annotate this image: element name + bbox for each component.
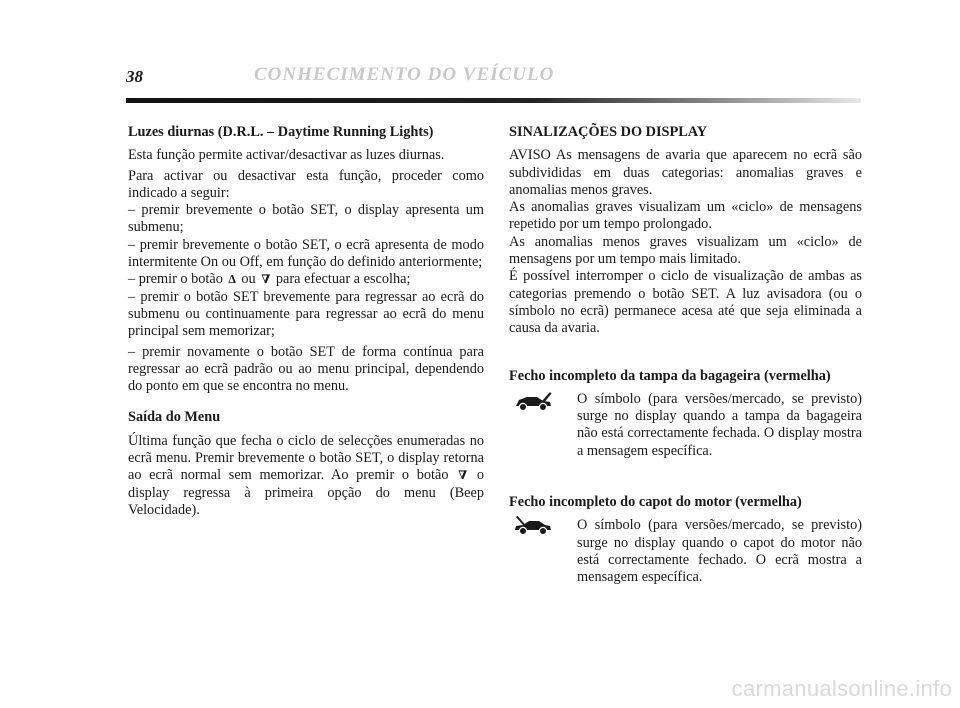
exit-text-post: o display regressa à primeira opção do menu (Beep Velocidade). bbox=[128, 467, 484, 518]
header-rule bbox=[126, 98, 861, 103]
step3-post: para efectuar a escolha; bbox=[275, 271, 411, 288]
down-triangle-icon: ∇ bbox=[261, 272, 271, 287]
trunk-warning-title: Fecho incompleto da tampa da bagageira (vermelha) bbox=[509, 367, 831, 384]
left-column bbox=[128, 124, 484, 519]
hood-warning-text: O símbolo (para versões/mercado, se previsto) surge no display quando o capot do motor não está correctamente fechado. O ecrã mostra a mensagem específica. bbox=[577, 517, 862, 586]
drl-intro-2: Para activar ou desactivar esta função, proceder como indicado a seguir: bbox=[128, 167, 484, 201]
drl-heading: Luzes diurnas (D.R.L. – Daytime Running Lights) bbox=[128, 124, 434, 140]
page-number: 38 bbox=[126, 67, 143, 86]
trunk-warning-block bbox=[509, 368, 862, 460]
exit-menu-text bbox=[128, 433, 484, 519]
watermark: carmanualsonline.info bbox=[731, 676, 952, 701]
step3-pre: – premir o botão bbox=[128, 271, 223, 288]
right-column bbox=[509, 124, 862, 587]
hood-warning-block bbox=[509, 494, 862, 586]
chapter-title: CONHECIMENTO DO VEÍCULO bbox=[254, 64, 555, 85]
exit-text-pre: Última função que fecha o ciclo de selecções enumeradas no ecrã menu. Premir brevemente o botão SET, o display retorna ao ecrã normal sem memorizar. Ao premir o botão bbox=[128, 432, 484, 484]
drl-step-1: – premir brevemente o botão SET, o display apresenta um submenu; bbox=[128, 202, 484, 236]
up-triangle-icon: ∆ bbox=[228, 272, 236, 287]
car-trunk-open-icon bbox=[513, 388, 553, 416]
down-triangle-icon: ∇ bbox=[458, 468, 468, 483]
car-hood-open-icon bbox=[513, 512, 553, 540]
drl-step-5: – premir novamente o botão SET de forma contínua para regressar ao ecrã padrão ou ao menu principal, dependendo do ponto em que se encontra no menu. bbox=[128, 343, 484, 395]
display-signals-heading: SINALIZAÇÕES DO DISPLAY bbox=[509, 124, 708, 140]
drl-step-4: – premir o botão SET brevemente para regressar ao ecrã do submenu ou continuamente para regressar ao ecrã do menu principal sem memorizar; bbox=[128, 288, 484, 340]
interrupt-cycle-text: É possível interromper o ciclo de visualização de ambas as categorias premendo o botão SET. A luz avisadora (ou o símbolo no ecrã) permanece acesa até que seja eliminada a causa da avaria. bbox=[509, 268, 862, 337]
less-grave-anomalies-text: As anomalias menos graves visualizam um «ciclo» de mensagens por um tempo mais limitado. bbox=[509, 233, 862, 268]
drl-step-3 bbox=[128, 271, 484, 288]
hood-warning-title: Fecho incompleto do capot do motor (vermelha) bbox=[509, 494, 802, 511]
drl-step-2: – premir brevemente o botão SET, o ecrã apresenta de modo intermitente On ou Off, em função do definido anteriormente; bbox=[128, 236, 484, 271]
grave-anomalies-text: As anomalias graves visualizam um «ciclo» de mensagens repetido por um tempo prolongado. bbox=[509, 199, 862, 233]
step3-mid: ou bbox=[241, 271, 256, 288]
exit-menu-heading: Saída do Menu bbox=[128, 409, 221, 426]
warning-intro: AVISO As mensagens de avaria que aparecem no ecrã são subdivididas em duas categorias: anomalias graves e anomalias menos graves. bbox=[509, 147, 862, 198]
trunk-warning-text: O símbolo (para versões/mercado, se previsto) surge no display quando a tampa da bagageira não está correctamente fechada. O display mostra a mensagem específica. bbox=[577, 390, 862, 459]
drl-intro-1: Esta função permite activar/desactivar as luzes diurnas. bbox=[128, 147, 445, 164]
